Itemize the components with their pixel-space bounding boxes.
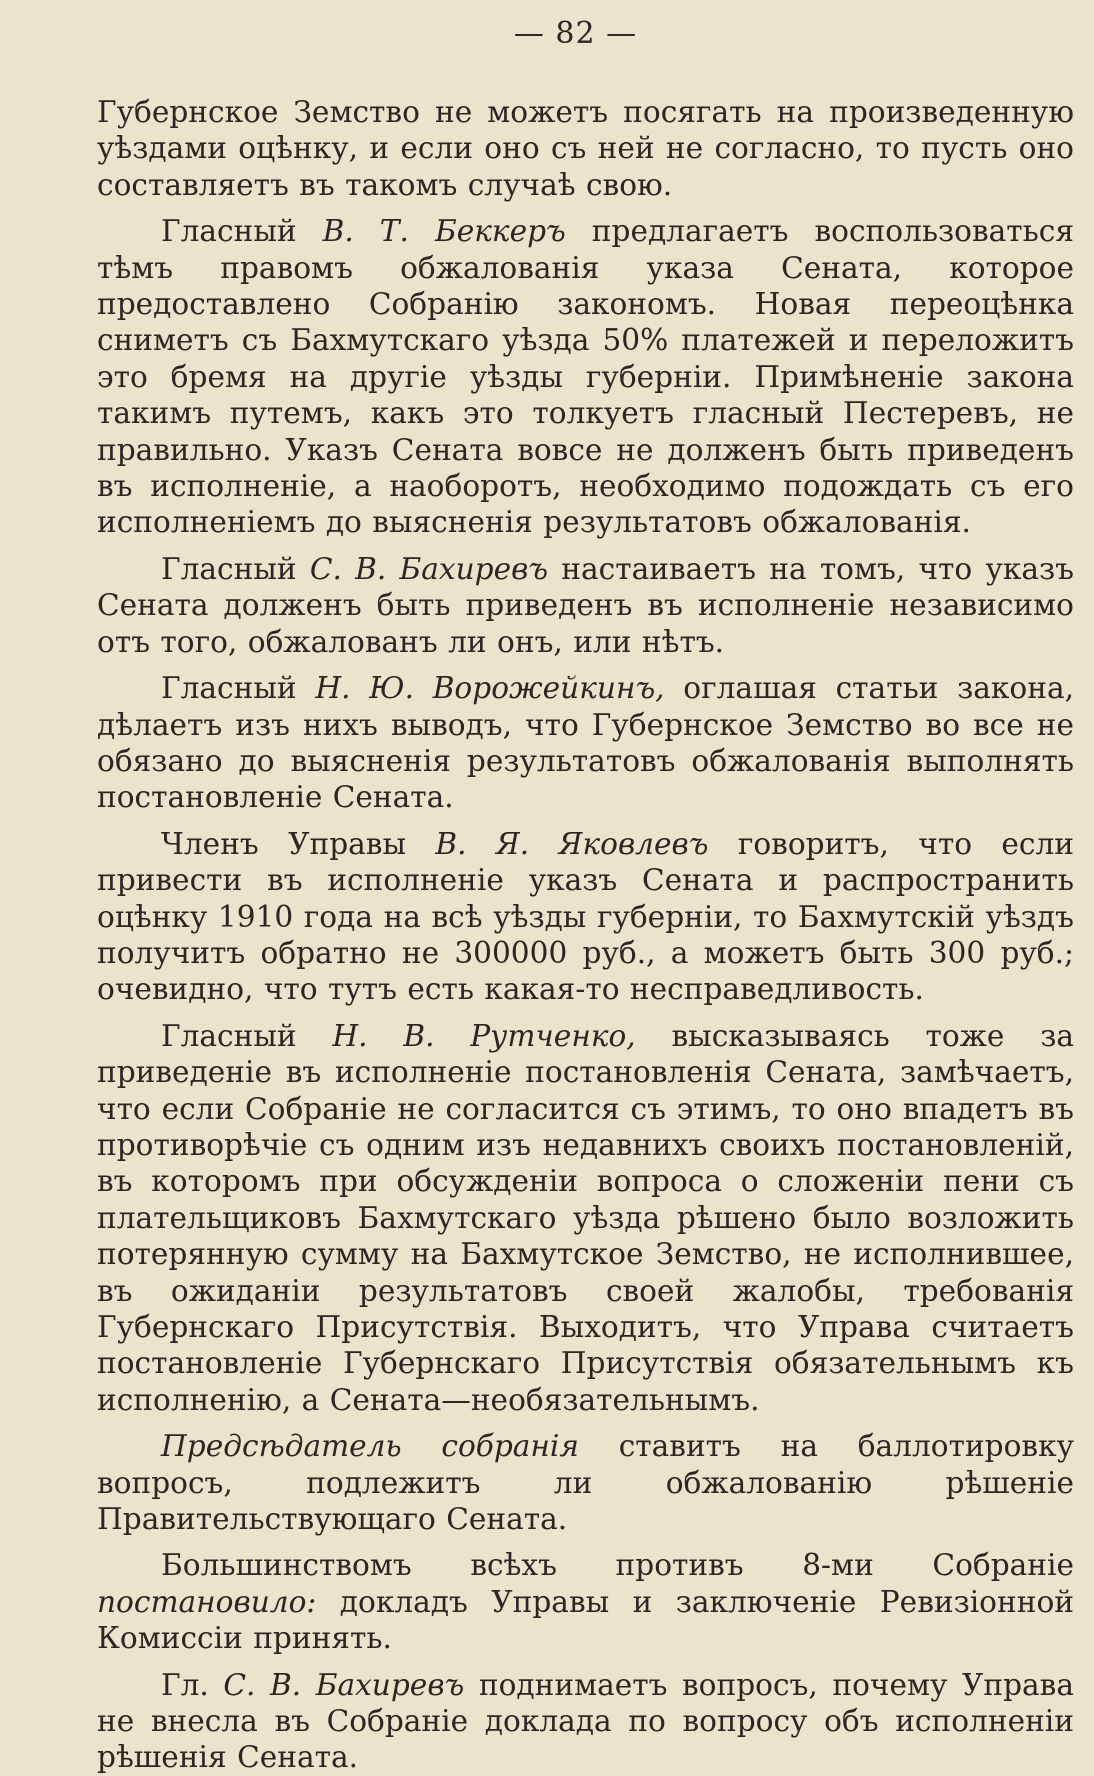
paragraph-p7 bbox=[97, 1428, 1074, 1537]
paragraph-text: говоритъ, что если привести въ исполненіе указъ Сената и распространить оцѣнку 1910 года на всѣ уѣзды губерніи, то Бахмутскій уѣздъ получитъ обратно не 300000 руб., а можетъ быть 300 руб.; очевидно, что тутъ есть какая-то несправедливость. bbox=[97, 826, 1074, 1007]
paragraph-p6 bbox=[97, 1018, 1074, 1418]
speaker-name: Предсѣдатель собранія bbox=[161, 1429, 579, 1464]
paragraph-p4 bbox=[97, 670, 1074, 816]
speaker-name: В. Т. Беккеръ bbox=[322, 214, 566, 249]
body-text bbox=[97, 94, 1074, 1776]
speaker-name: С. В. Бахиревъ bbox=[309, 551, 549, 586]
paragraph-text: предлагаетъ воспользоваться тѣмъ правомъ обжалованія указа Сената, которое предоставлено Собранію закономъ. Новая переоцѣнка сниметъ съ Бахмутскаго уѣзда 50% платежей и переложитъ это бремя на другіе уѣзды губерніи. Примѣненіе закона такимъ путемъ, какъ это толкуетъ гласный Пестеревъ, не правильно. Указъ Сената вовсе не долженъ быть приведенъ въ исполненіе, а наоборотъ, необходимо подождать съ его исполненіемъ до выясненія результатовъ обжалованія. bbox=[97, 214, 1074, 540]
paragraph-text: Губернское Земство не можетъ посягать на произведенную уѣздами оцѣнку, и если оно съ ней не согласно, то пусть оно составляетъ въ такомъ случаѣ свою. bbox=[97, 95, 1074, 202]
paragraph-text: оглашая статьи закона, дѣлаетъ изъ нихъ выводъ, что Губернское Земство во все не обязано до выясненія результатовъ обжалованія выполнять постановленіе Сената. bbox=[97, 671, 1074, 815]
speaker-name: В. Я. Яковлевъ bbox=[435, 826, 709, 861]
paragraph-text: Большинствомъ всѣхъ противъ 8-ми Собраніе bbox=[161, 1548, 1074, 1583]
paragraph-text: Гласный bbox=[161, 1018, 333, 1053]
paragraph-text: Членъ Управы bbox=[161, 826, 436, 861]
paragraph-text: Гл. bbox=[161, 1667, 224, 1702]
speaker-name: постановило: bbox=[97, 1584, 317, 1619]
speaker-name: Н. Ю. Ворожейкинъ, bbox=[315, 671, 665, 706]
speaker-name: С. В. Бахиревъ bbox=[223, 1667, 465, 1702]
paragraph-p1 bbox=[97, 94, 1074, 203]
paragraph-p3 bbox=[97, 551, 1074, 660]
paragraph-text: докладъ Управы и заключеніе Ревизіонной Комиссіи принять. bbox=[97, 1584, 1074, 1656]
paragraph-text: ставитъ на баллотировку вопросъ, подлежитъ ли обжалованію рѣшеніе Правительствующаго Сената. bbox=[97, 1429, 1074, 1537]
page-number: — 82 — bbox=[513, 16, 638, 51]
paragraph-text: Гласный bbox=[161, 551, 310, 586]
paragraph-text: высказываясь тоже за приведеніе въ исполненіе постановленія Сената, замѣчаетъ, что если Собраніе не согласится съ этимъ, то оно впадетъ въ противорѣчіе съ одним изъ недавнихъ своихъ постановленій, въ которомъ при обсужденіи вопроса о сложеніи пени съ плательщиковъ Бахмутскаго уѣзда рѣшено было возложить потерянную сумму на Бахмутское Земство, не исполнившее, въ ожиданіи результатовъ своей жалобы, требованія Губернскаго Присутствія. Выходитъ, что Управа считаетъ постановленіе Губернскаго Присутствія обязательнымъ къ исполненію, а Сената—необязательнымъ. bbox=[97, 1018, 1074, 1417]
paragraph-p5 bbox=[97, 826, 1074, 1008]
speaker-name: Н. В. Рутченко, bbox=[332, 1018, 636, 1053]
paragraph-text: настаиваетъ на томъ, что указъ Сената долженъ быть приведенъ въ исполненіе независимо отъ того, обжалованъ ли онъ, или нѣтъ. bbox=[97, 551, 1074, 659]
paragraph-p8 bbox=[97, 1547, 1074, 1656]
paragraph-text: Гласный bbox=[161, 214, 323, 249]
paragraph-p2 bbox=[97, 213, 1074, 541]
paragraph-p9 bbox=[97, 1667, 1074, 1776]
paragraph-text: Гласный bbox=[161, 671, 316, 706]
paragraph-text: поднимаетъ вопросъ, почему Управа не внесла въ Собраніе доклада по вопросу объ исполненіи рѣшенія Сената. bbox=[97, 1667, 1074, 1775]
